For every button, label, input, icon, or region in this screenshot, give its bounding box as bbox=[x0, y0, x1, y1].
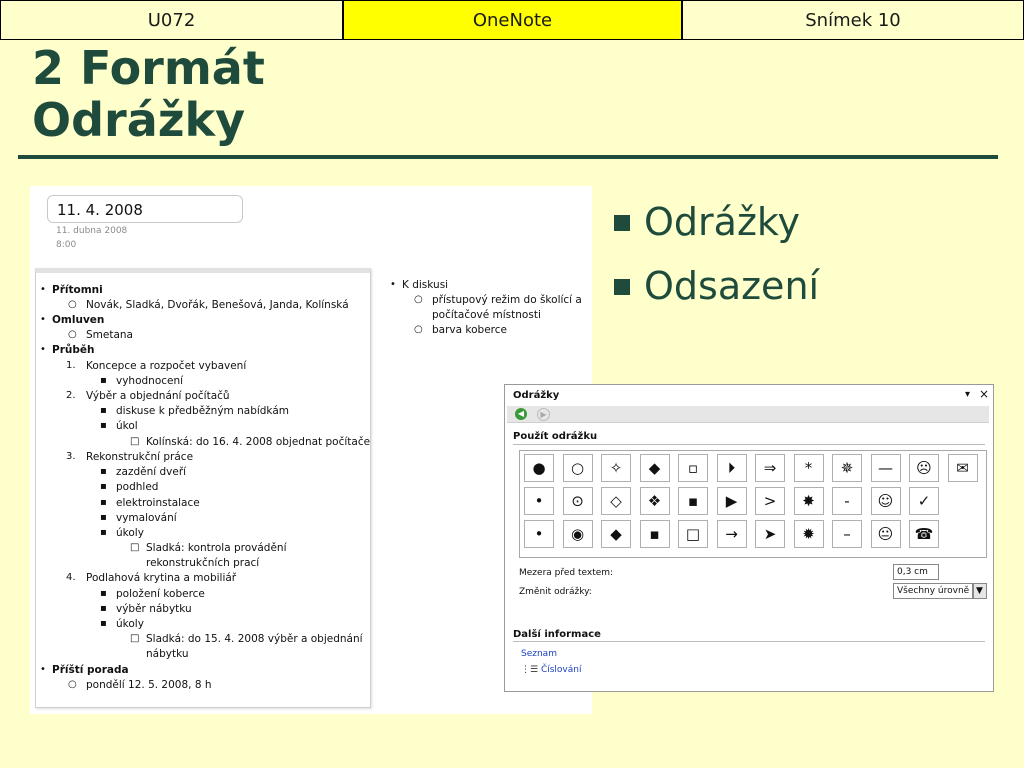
bullet-box-icon: □ bbox=[130, 436, 140, 447]
bullet-style-option[interactable]: ▪ bbox=[640, 520, 670, 548]
bullet-square-icon: ▪ bbox=[100, 618, 107, 629]
note-line[interactable]: Výběr a objednání počítačů bbox=[86, 390, 230, 402]
note-line[interactable]: Smetana bbox=[86, 329, 133, 341]
note-line[interactable]: Podlahová krytina a mobiliář bbox=[86, 572, 237, 584]
note-line[interactable]: úkoly bbox=[116, 618, 144, 630]
bullet-square-icon: ▪ bbox=[100, 481, 107, 492]
header-slide-number: Snímek 10 bbox=[682, 0, 1024, 40]
note-line[interactable]: elektroinstalace bbox=[116, 497, 200, 509]
bullet-style-option[interactable]: ⊙ bbox=[563, 487, 593, 515]
bullet-style-option[interactable]: ✹ bbox=[794, 520, 824, 548]
note-line[interactable]: Průběh bbox=[52, 344, 95, 356]
bullet-dot-icon: • bbox=[390, 279, 396, 290]
slide-title-line2: Odrážky bbox=[32, 93, 246, 147]
note-line[interactable]: Novák, Sladká, Dvořák, Benešová, Janda, Kolínská bbox=[86, 299, 349, 311]
gap-input[interactable]: 0,3 cm bbox=[893, 564, 939, 580]
slide-bullet-1: Odrážky bbox=[614, 200, 800, 244]
link-list[interactable]: Seznam bbox=[521, 649, 557, 659]
close-icon[interactable]: × bbox=[979, 387, 990, 401]
bullet-style-option[interactable]: ❖ bbox=[640, 487, 670, 515]
square-bullet-icon bbox=[614, 215, 630, 231]
page-time: 8:00 bbox=[56, 240, 77, 250]
bullet-style-option[interactable]: ▶ bbox=[717, 487, 747, 515]
note-line[interactable]: položení koberce bbox=[116, 588, 205, 600]
section-use-bullet: Použít odrážku bbox=[513, 431, 598, 442]
bullet-box-icon: □ bbox=[130, 542, 140, 553]
slide-header bbox=[0, 0, 1024, 40]
slide-title-line1: 2 Formát bbox=[32, 41, 265, 95]
note-line[interactable]: barva koberce bbox=[432, 324, 507, 336]
bullet-style-option[interactable]: ✓ bbox=[909, 487, 939, 515]
note-line[interactable]: zazdění dveří bbox=[116, 466, 187, 478]
bullet-circle-icon: ○ bbox=[414, 294, 423, 305]
bullet-style-option[interactable]: • bbox=[524, 520, 554, 548]
bullet-style-option[interactable]: □ bbox=[678, 520, 708, 548]
section-divider bbox=[513, 641, 985, 642]
list-number-marker: 4. bbox=[66, 572, 76, 583]
bullet-style-option[interactable]: – bbox=[832, 520, 862, 548]
bullet-style-option[interactable]: ➤ bbox=[755, 520, 785, 548]
bullet-style-option[interactable]: * bbox=[794, 454, 824, 482]
dropdown-arrow-icon[interactable]: ▾ bbox=[965, 389, 971, 400]
note-line[interactable]: úkol bbox=[116, 420, 138, 432]
bullet-dot-icon: • bbox=[40, 344, 46, 355]
note-line[interactable]: rekonstrukčních prací bbox=[146, 557, 260, 569]
note-line[interactable]: Příští porada bbox=[52, 664, 129, 676]
bullet-style-option[interactable]: ⏵ bbox=[717, 454, 747, 482]
page-date-long: 11. dubna 2008 bbox=[56, 226, 128, 236]
bullet-style-option[interactable]: ☹ bbox=[909, 454, 939, 482]
bullet-style-option[interactable]: ✉ bbox=[948, 454, 978, 482]
note-line[interactable]: počítačové místnosti bbox=[432, 309, 541, 321]
note-line[interactable]: vyhodnocení bbox=[116, 375, 184, 387]
header-topic: OneNote bbox=[343, 0, 682, 40]
select-chevron-down-icon[interactable]: ▼ bbox=[973, 583, 987, 599]
bullet-style-option[interactable]: ⇒ bbox=[755, 454, 785, 482]
note-line[interactable]: pondělí 12. 5. 2008, 8 h bbox=[86, 679, 212, 691]
bullet-style-option[interactable]: ◉ bbox=[563, 520, 593, 548]
note-line[interactable]: Sladká: kontrola provádění bbox=[146, 542, 287, 554]
pane-title: Odrážky bbox=[513, 390, 560, 401]
section-divider bbox=[513, 444, 985, 445]
bullet-square-icon: ▪ bbox=[100, 588, 107, 599]
note-line[interactable]: vymalování bbox=[116, 512, 177, 524]
link-numbering[interactable]: ⋮☰ Číslování bbox=[521, 665, 582, 675]
bullet-square-icon: ▪ bbox=[100, 497, 107, 508]
note-outline-container[interactable] bbox=[35, 268, 371, 708]
bullets-task-pane bbox=[504, 384, 994, 692]
bullet-symbol-gallery bbox=[519, 450, 987, 558]
bullet-square-icon: ▪ bbox=[100, 527, 107, 538]
note-line[interactable]: K diskusi bbox=[402, 279, 449, 291]
bullet-circle-icon: ○ bbox=[414, 324, 423, 335]
bullet-style-option[interactable]: ◆ bbox=[640, 454, 670, 482]
bullet-square-icon: ▪ bbox=[100, 375, 107, 386]
bullet-style-option[interactable]: ✵ bbox=[832, 454, 862, 482]
note-line[interactable]: přístupový režim do školící a bbox=[432, 294, 582, 306]
bullet-dot-icon: • bbox=[40, 284, 46, 295]
numbered-list-icon: ⋮☰ bbox=[521, 665, 541, 675]
section-more-info: Další informace bbox=[513, 629, 601, 640]
list-number-marker: 1. bbox=[66, 360, 76, 371]
bullet-style-option[interactable]: ▪ bbox=[678, 487, 708, 515]
page-date-title[interactable]: 11. 4. 2008 bbox=[47, 195, 243, 223]
bullet-style-option[interactable]: - bbox=[832, 487, 862, 515]
bullet-style-option[interactable]: ○ bbox=[563, 454, 593, 482]
header-course-code: U072 bbox=[0, 0, 343, 40]
note-line[interactable]: Kolínská: do 16. 4. 2008 objednat počítače bbox=[146, 436, 371, 448]
bullet-circle-icon: ○ bbox=[68, 329, 77, 340]
bullet-square-icon: ▪ bbox=[100, 603, 107, 614]
bullet-style-option[interactable]: ◆ bbox=[601, 520, 631, 548]
list-number-marker: 3. bbox=[66, 451, 76, 462]
gap-label: Mezera před textem: bbox=[519, 568, 614, 578]
note-line[interactable]: úkoly bbox=[116, 527, 144, 539]
note-line[interactable]: nábytku bbox=[146, 648, 189, 660]
note-line[interactable]: Koncepce a rozpočet vybavení bbox=[86, 360, 247, 372]
bullet-style-option[interactable]: > bbox=[755, 487, 785, 515]
pane-navigation-bar bbox=[507, 406, 989, 423]
bullet-style-option[interactable]: ☺ bbox=[871, 487, 901, 515]
bullet-style-option[interactable]: ◇ bbox=[601, 487, 631, 515]
bullet-box-icon: □ bbox=[130, 633, 140, 644]
bullet-style-option[interactable]: ▫ bbox=[678, 454, 708, 482]
back-arrow-icon[interactable]: ◀ bbox=[515, 408, 527, 420]
bullet-style-option[interactable]: ✧ bbox=[601, 454, 631, 482]
note-line[interactable]: diskuse k předběžným nabídkám bbox=[116, 405, 289, 417]
note-line[interactable]: Přítomni bbox=[52, 284, 103, 296]
slide-bullet-2: Odsazení bbox=[614, 264, 819, 308]
bullet-square-icon: ▪ bbox=[100, 420, 107, 431]
note-line[interactable]: Sladká: do 15. 4. 2008 výběr a objednání bbox=[146, 633, 363, 645]
note-line[interactable]: Omluven bbox=[52, 314, 105, 326]
bullet-style-option[interactable]: ✸ bbox=[794, 487, 824, 515]
bullet-circle-icon: ○ bbox=[68, 679, 77, 690]
title-underline bbox=[18, 155, 998, 159]
bullet-style-option[interactable]: — bbox=[871, 454, 901, 482]
bullet-style-option[interactable]: • bbox=[524, 487, 554, 515]
bullet-style-option[interactable]: 😐 bbox=[871, 520, 901, 548]
bullet-circle-icon: ○ bbox=[68, 299, 77, 310]
bullet-square-icon: ▪ bbox=[100, 405, 107, 416]
note-line[interactable]: podhled bbox=[116, 481, 159, 493]
change-bullets-select[interactable]: Všechny úrovně bbox=[893, 583, 973, 599]
bullet-square-icon: ▪ bbox=[100, 512, 107, 523]
change-bullets-label: Změnit odrážky: bbox=[519, 587, 592, 597]
note-line[interactable]: výběr nábytku bbox=[116, 603, 192, 615]
bullet-style-option[interactable]: ● bbox=[524, 454, 554, 482]
bullet-style-option[interactable]: → bbox=[717, 520, 747, 548]
square-bullet-icon bbox=[614, 279, 630, 295]
note-line[interactable]: Rekonstrukční práce bbox=[86, 451, 194, 463]
bullet-dot-icon: • bbox=[40, 314, 46, 325]
list-number-marker: 2. bbox=[66, 390, 76, 401]
forward-arrow-icon[interactable]: ▶ bbox=[537, 408, 550, 421]
bullet-square-icon: ▪ bbox=[100, 466, 107, 477]
bullet-dot-icon: • bbox=[40, 664, 46, 675]
bullet-style-option[interactable]: ☎ bbox=[909, 520, 939, 548]
slide-title bbox=[32, 42, 265, 146]
